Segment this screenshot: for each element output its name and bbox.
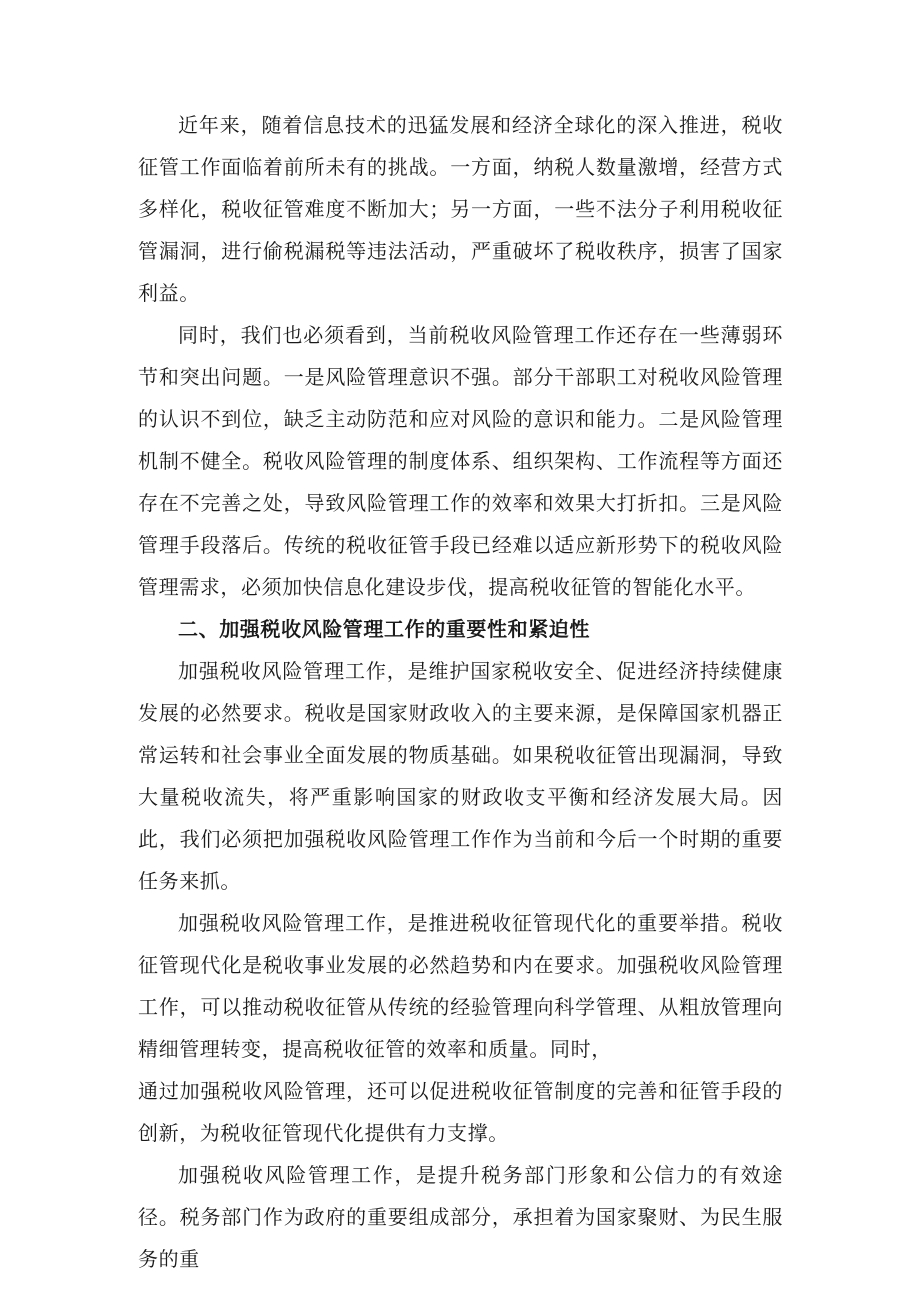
document-body [138,104,783,1280]
paragraph-background: 近年来，随着信息技术的迅猛发展和经济全球化的深入推进，税收征管工作面临着前所未有的挑战。一方面，纳税人数量激增，经营方式多样化，税收征管难度不断加大；另一方面，一些不法分子利用税收征管漏洞，进行偷税漏税等违法活动，严重破坏了税收秩序，损害了国家利益。 [138,113,783,305]
paragraph-problems: 同时，我们也必须看到，当前税收风险管理工作还存在一些薄弱环节和突出问题。一是风险管理意识不强。部分干部职工对税收风险管理的认识不到位，缺乏主动防范和应对风险的意识和能力。二是风险管理机制不健全。税收风险管理的制度体系、组织架构、工作流程等方面还存在不完善之处，导致风险管理工作的效率和效果大打折扣。三是风险管理手段落后。传统的税收征管手段已经难以适应新形势下的税收风险管理需求，必须加快信息化建设步伐，提高税收征管的智能化水平。 [138,323,783,599]
paragraph-importance-2: 加强税收风险管理工作，是推进税收征管现代化的重要举措。税收征管现代化是税收事业发展的必然趋势和内在要求。加强税收风险管理工作，可以推动税收征管从传统的经验管理向科学管理、从粗放管理向精细管理转变，提高税收征管的效率和质量。同时， [138,911,783,1061]
section-heading: 二、加强税收风险管理工作的重要性和紧迫性 [178,617,590,641]
paragraph-importance-1: 加强税收风险管理工作，是维护国家税收安全、促进经济持续健康发展的必然要求。税收是国家财政收入的主要来源，是保障国家机器正常运转和社会事业全面发展的物质基础。如果税收征管出现漏洞，导致大量税收流失，将严重影响国家的财政收支平衡和经济发展大局。因此，我们必须把加强税收风险管理工作作为当前和今后一个时期的重要任务来抓。 [138,659,783,893]
paragraph-importance-3: 加强税收风险管理工作，是提升税务部门形象和公信力的有效途径。税务部门作为政府的重要组成部分，承担着为国家聚财、为民生服务的重 [138,1163,783,1271]
paragraph-importance-2-continued: 通过加强税收风险管理，还可以促进税收征管制度的完善和征管手段的创新，为税收征管现代化提供有力支撑。 [138,1079,783,1145]
